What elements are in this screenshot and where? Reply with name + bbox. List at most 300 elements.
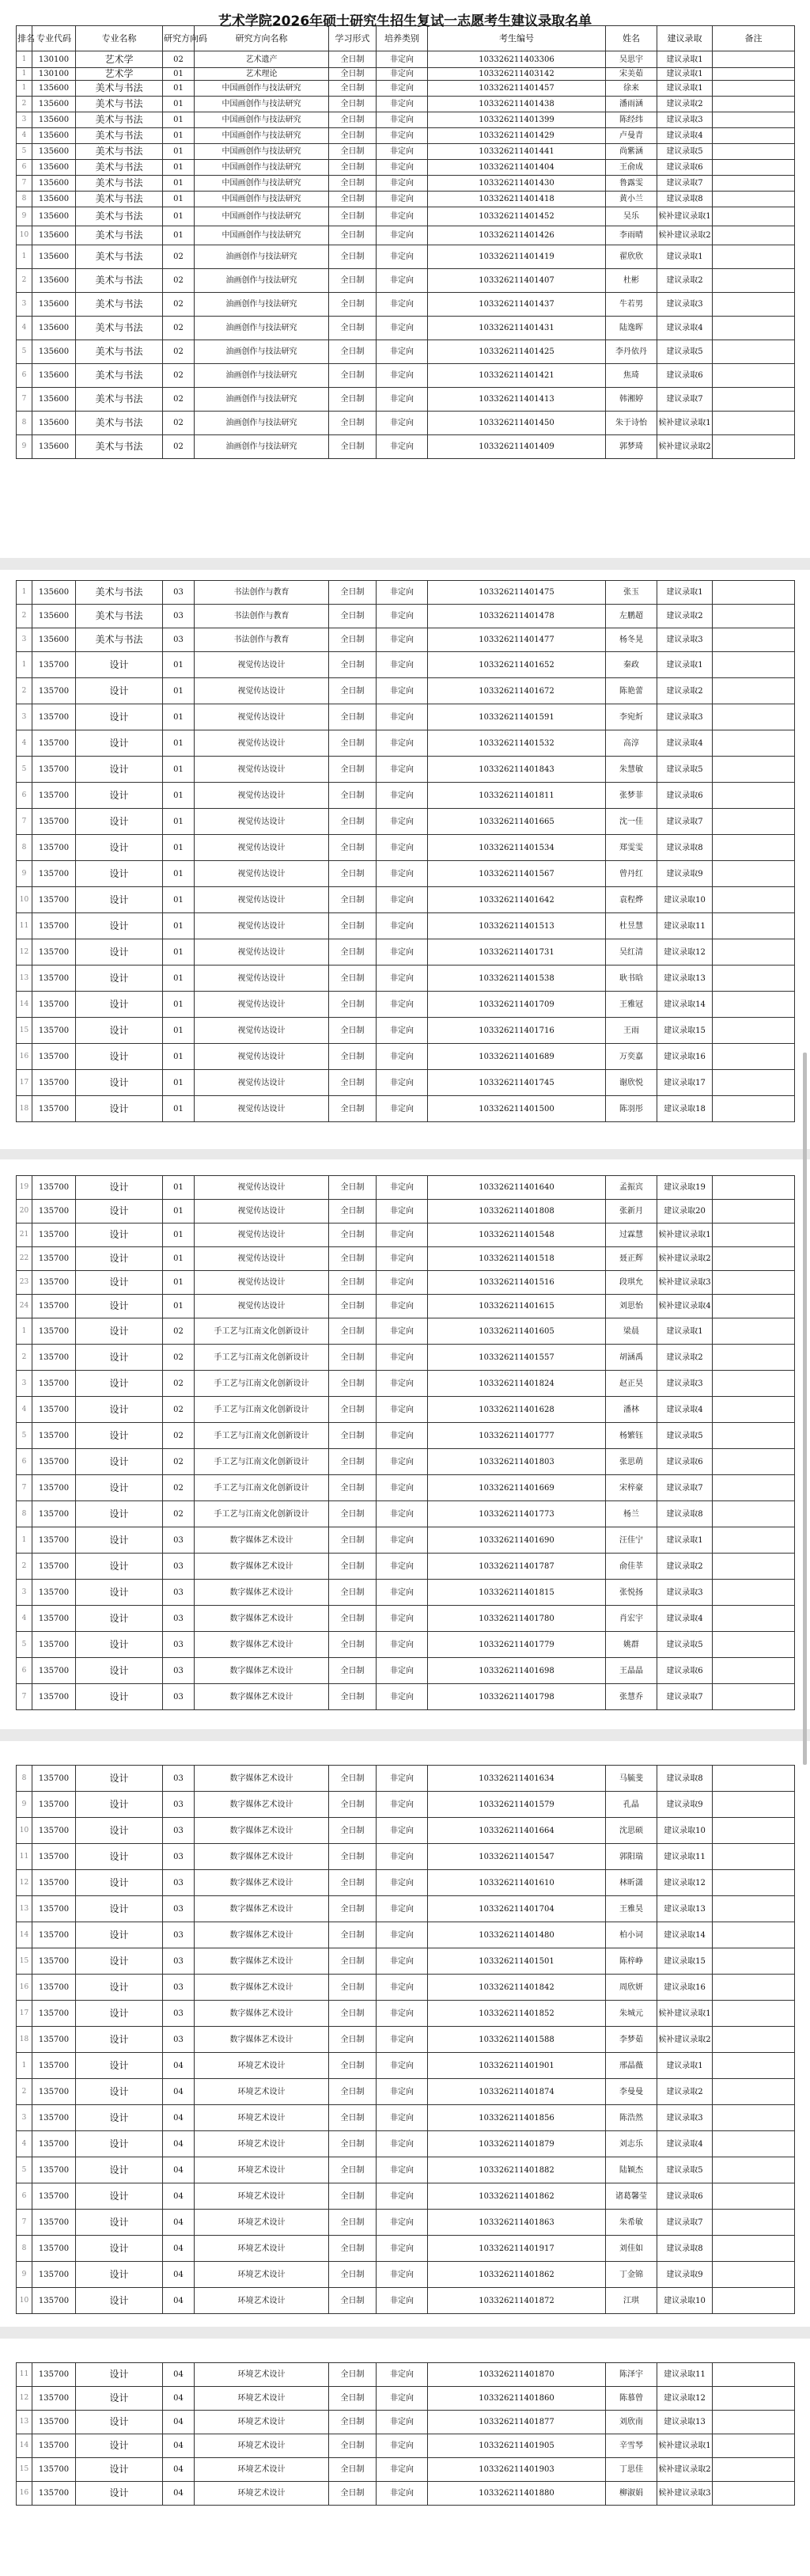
table-row	[17, 293, 795, 317]
study-mode-cell: 全日制	[329, 2027, 377, 2053]
rank-cell: 5	[17, 757, 32, 783]
admission-status-cell: 建议录取18	[657, 1096, 713, 1122]
direction-name-cell: 数字媒体艺术设计	[195, 1818, 329, 1844]
major-name-cell: 设计	[76, 2387, 163, 2411]
candidate-id-cell: 103326211401437	[428, 293, 606, 317]
candidate-id-cell: 103326211401780	[428, 1606, 606, 1632]
training-type-cell: 非定向	[377, 2434, 428, 2458]
training-type-cell: 非定向	[377, 1371, 428, 1397]
remark-cell	[713, 1397, 795, 1423]
table-row	[17, 1200, 795, 1224]
rank-cell: 6	[17, 364, 32, 388]
training-type-cell: 非定向	[377, 581, 428, 605]
candidate-id-cell: 103326211401438	[428, 97, 606, 112]
candidate-id-cell: 103326211401421	[428, 364, 606, 388]
name-cell: 马毓斐	[606, 1766, 657, 1792]
study-mode-cell: 全日制	[329, 1295, 377, 1318]
major-name-cell: 设计	[76, 1070, 163, 1096]
table-row	[17, 2001, 795, 2027]
study-mode-cell: 全日制	[329, 144, 377, 160]
table-row	[17, 861, 795, 887]
major-code-cell: 135700	[32, 861, 76, 887]
major-code-cell: 135600	[32, 293, 76, 317]
major-name-cell: 美术与书法	[76, 112, 163, 128]
training-type-cell: 非定向	[377, 2105, 428, 2131]
direction-name-cell: 数字媒体艺术设计	[195, 1580, 329, 1606]
table-row	[17, 2458, 795, 2482]
direction-code-cell: 03	[163, 1844, 195, 1870]
direction-code-cell: 04	[163, 2236, 195, 2262]
training-type-cell: 非定向	[377, 783, 428, 809]
study-mode-cell: 全日制	[329, 1818, 377, 1844]
table-row	[17, 1684, 795, 1710]
remark-cell	[713, 757, 795, 783]
study-mode-cell: 全日制	[329, 112, 377, 128]
direction-name-cell: 油画创作与技法研究	[195, 269, 329, 293]
admission-status-cell: 建议录取5	[657, 1632, 713, 1658]
direction-name-cell: 数字媒体艺术设计	[195, 2001, 329, 2027]
training-type-cell: 非定向	[377, 835, 428, 861]
direction-code-cell: 03	[163, 1792, 195, 1818]
direction-code-cell: 03	[163, 605, 195, 628]
name-cell: 张新月	[606, 1200, 657, 1224]
rank-cell: 22	[17, 1247, 32, 1271]
rank-cell: 18	[17, 2027, 32, 2053]
table-row	[17, 1818, 795, 1844]
admission-status-cell: 建议录取1	[657, 2053, 713, 2079]
admission-status-cell: 建议录取9	[657, 861, 713, 887]
admission-status-cell: 建议录取8	[657, 192, 713, 207]
training-type-cell: 非定向	[377, 2131, 428, 2157]
major-code-cell: 135700	[32, 2210, 76, 2236]
remark-cell	[713, 1318, 795, 1345]
remark-cell	[713, 1449, 795, 1475]
major-code-cell: 135700	[32, 1176, 76, 1200]
admission-status-cell: 建议录取4	[657, 1397, 713, 1423]
admission-status-cell: 建议录取8	[657, 835, 713, 861]
admission-status-cell: 建议录取7	[657, 809, 713, 835]
direction-code-cell: 01	[163, 835, 195, 861]
table-row	[17, 1948, 795, 1975]
scrollbar[interactable]	[803, 1053, 807, 1765]
direction-code-cell: 01	[163, 176, 195, 192]
training-type-cell: 非定向	[377, 1200, 428, 1224]
remark-cell	[713, 2105, 795, 2131]
candidate-id-cell: 103326211401547	[428, 1844, 606, 1870]
name-cell: 诸葛馨莹	[606, 2183, 657, 2210]
remark-cell	[713, 2434, 795, 2458]
major-code-cell: 135600	[32, 581, 76, 605]
training-type-cell: 非定向	[377, 293, 428, 317]
rank-cell: 1	[17, 51, 32, 68]
candidate-id-cell: 103326211401399	[428, 112, 606, 128]
remark-cell	[713, 269, 795, 293]
name-cell: 秦政	[606, 652, 657, 678]
candidate-id-cell: 103326211401513	[428, 913, 606, 939]
direction-name-cell: 中国画创作与技法研究	[195, 81, 329, 97]
candidate-id-cell: 103326211401901	[428, 2053, 606, 2079]
remark-cell	[713, 226, 795, 245]
major-name-cell: 设计	[76, 2363, 163, 2387]
study-mode-cell: 全日制	[329, 293, 377, 317]
major-name-cell: 设计	[76, 1501, 163, 1527]
candidate-id-cell: 103326211403306	[428, 51, 606, 68]
remark-cell	[713, 1224, 795, 1247]
admission-status-cell: 建议录取4	[657, 1606, 713, 1632]
admission-status-cell: 建议录取4	[657, 128, 713, 144]
table-row	[17, 1096, 795, 1122]
remark-cell	[713, 2001, 795, 2027]
table-row	[17, 2411, 795, 2434]
major-name-cell: 设计	[76, 1948, 163, 1975]
candidate-id-cell: 103326211401704	[428, 1896, 606, 1922]
direction-code-cell: 04	[163, 2458, 195, 2482]
remark-cell	[713, 2262, 795, 2288]
rank-cell: 9	[17, 1792, 32, 1818]
candidate-id-cell: 103326211401418	[428, 192, 606, 207]
name-cell: 胡涵禹	[606, 1345, 657, 1371]
study-mode-cell: 全日制	[329, 1371, 377, 1397]
direction-code-cell: 03	[163, 1527, 195, 1554]
admission-status-cell: 建议录取3	[657, 293, 713, 317]
admission-status-cell: 建议录取14	[657, 1922, 713, 1948]
admission-status-cell: 建议录取1	[657, 51, 713, 68]
training-type-cell: 非定向	[377, 226, 428, 245]
study-mode-cell: 全日制	[329, 51, 377, 68]
major-name-cell: 设计	[76, 1684, 163, 1710]
table-row	[17, 1527, 795, 1554]
direction-name-cell: 数字媒体艺术设计	[195, 1554, 329, 1580]
admission-status-cell: 建议录取16	[657, 1975, 713, 2001]
major-name-cell: 美术与书法	[76, 192, 163, 207]
col-header: 专业代码	[32, 26, 76, 51]
remark-cell	[713, 160, 795, 176]
table-row	[17, 1658, 795, 1684]
major-name-cell: 设计	[76, 1176, 163, 1200]
major-code-cell: 135600	[32, 435, 76, 459]
rank-cell: 3	[17, 2105, 32, 2131]
direction-name-cell: 数字媒体艺术设计	[195, 1870, 329, 1896]
name-cell: 杨兰	[606, 1501, 657, 1527]
major-code-cell: 135700	[32, 2079, 76, 2105]
direction-code-cell: 03	[163, 1870, 195, 1896]
admission-status-cell: 候补建议录取1	[657, 207, 713, 226]
study-mode-cell: 全日制	[329, 1449, 377, 1475]
major-name-cell: 美术与书法	[76, 412, 163, 435]
direction-code-cell: 03	[163, 1975, 195, 2001]
study-mode-cell: 全日制	[329, 81, 377, 97]
rank-cell: 1	[17, 68, 32, 81]
rank-cell: 6	[17, 783, 32, 809]
remark-cell	[713, 1554, 795, 1580]
col-header: 学习形式	[329, 26, 377, 51]
major-name-cell: 设计	[76, 1018, 163, 1044]
study-mode-cell: 全日制	[329, 207, 377, 226]
training-type-cell: 非定向	[377, 81, 428, 97]
rank-cell: 7	[17, 809, 32, 835]
training-type-cell: 非定向	[377, 2001, 428, 2027]
name-cell: 左鹏超	[606, 605, 657, 628]
training-type-cell: 非定向	[377, 1271, 428, 1295]
admission-status-cell: 建议录取2	[657, 97, 713, 112]
major-code-cell: 135600	[32, 226, 76, 245]
direction-code-cell: 03	[163, 1766, 195, 1792]
major-code-cell: 135700	[32, 2458, 76, 2482]
candidate-id-cell: 103326211401880	[428, 2482, 606, 2506]
table-row	[17, 269, 795, 293]
candidate-id-cell: 103326211401538	[428, 966, 606, 992]
direction-name-cell: 环境艺术设计	[195, 2157, 329, 2183]
name-cell: 陈泽宇	[606, 2363, 657, 2387]
page-5	[0, 2339, 810, 2576]
name-cell: 高淳	[606, 730, 657, 757]
rank-cell: 7	[17, 176, 32, 192]
admission-status-cell: 建议录取3	[657, 1580, 713, 1606]
remark-cell	[713, 97, 795, 112]
major-name-cell: 美术与书法	[76, 81, 163, 97]
training-type-cell: 非定向	[377, 1896, 428, 1922]
candidate-id-cell: 103326211401548	[428, 1224, 606, 1247]
major-code-cell: 135700	[32, 1475, 76, 1501]
direction-name-cell: 视觉传达设计	[195, 966, 329, 992]
name-cell: 刘思怡	[606, 1295, 657, 1318]
rank-cell: 11	[17, 913, 32, 939]
major-code-cell: 135700	[32, 2236, 76, 2262]
direction-code-cell: 01	[163, 966, 195, 992]
training-type-cell: 非定向	[377, 966, 428, 992]
rank-cell: 3	[17, 1580, 32, 1606]
study-mode-cell: 全日制	[329, 1475, 377, 1501]
rank-cell: 4	[17, 1397, 32, 1423]
major-code-cell: 135600	[32, 81, 76, 97]
name-cell: 张玉	[606, 581, 657, 605]
remark-cell	[713, 1948, 795, 1975]
admission-status-cell: 建议录取3	[657, 1371, 713, 1397]
direction-code-cell: 01	[163, 1018, 195, 1044]
major-code-cell: 135700	[32, 783, 76, 809]
training-type-cell: 非定向	[377, 1922, 428, 1948]
direction-name-cell: 油画创作与技法研究	[195, 293, 329, 317]
direction-name-cell: 视觉传达设计	[195, 992, 329, 1018]
rank-cell: 2	[17, 605, 32, 628]
direction-name-cell: 书法创作与教育	[195, 581, 329, 605]
name-cell: 翟欣欣	[606, 245, 657, 269]
direction-code-cell: 02	[163, 364, 195, 388]
major-code-cell: 135700	[32, 1318, 76, 1345]
major-code-cell: 135700	[32, 2131, 76, 2157]
name-cell: 焦琦	[606, 364, 657, 388]
major-code-cell: 135700	[32, 2434, 76, 2458]
table-row	[17, 2262, 795, 2288]
major-code-cell: 135700	[32, 1044, 76, 1070]
candidate-id-cell: 103326211401480	[428, 1922, 606, 1948]
study-mode-cell: 全日制	[329, 1044, 377, 1070]
name-cell: 周欣妍	[606, 1975, 657, 2001]
major-code-cell: 135700	[32, 1096, 76, 1122]
name-cell: 杜彬	[606, 269, 657, 293]
training-type-cell: 非定向	[377, 1475, 428, 1501]
table-row	[17, 317, 795, 340]
name-cell: 杨冬晃	[606, 628, 657, 652]
name-cell: 丁思佳	[606, 2458, 657, 2482]
training-type-cell: 非定向	[377, 2236, 428, 2262]
admission-status-cell: 建议录取2	[657, 1345, 713, 1371]
rank-cell: 23	[17, 1271, 32, 1295]
study-mode-cell: 全日制	[329, 1844, 377, 1870]
training-type-cell: 非定向	[377, 207, 428, 226]
remark-cell	[713, 1818, 795, 1844]
major-code-cell: 135700	[32, 757, 76, 783]
remark-cell	[713, 1896, 795, 1922]
direction-code-cell: 02	[163, 269, 195, 293]
name-cell: 王晶晶	[606, 1658, 657, 1684]
table-row	[17, 1018, 795, 1044]
remark-cell	[713, 81, 795, 97]
major-code-cell: 135700	[32, 1200, 76, 1224]
name-cell: 王雅冠	[606, 992, 657, 1018]
name-cell: 郭阳瑞	[606, 1844, 657, 1870]
study-mode-cell: 全日制	[329, 340, 377, 364]
major-code-cell: 135700	[32, 2262, 76, 2288]
study-mode-cell: 全日制	[329, 2434, 377, 2458]
study-mode-cell: 全日制	[329, 2411, 377, 2434]
direction-code-cell: 03	[163, 1896, 195, 1922]
major-name-cell: 设计	[76, 1449, 163, 1475]
candidate-id-cell: 103326211401430	[428, 176, 606, 192]
admission-status-cell: 建议录取1	[657, 581, 713, 605]
remark-cell	[713, 1247, 795, 1271]
candidate-id-cell: 103326211401903	[428, 2458, 606, 2482]
name-cell: 鲁露雯	[606, 176, 657, 192]
study-mode-cell: 全日制	[329, 245, 377, 269]
study-mode-cell: 全日制	[329, 1247, 377, 1271]
table-header-row	[17, 26, 795, 51]
rank-cell: 14	[17, 2434, 32, 2458]
candidate-id-cell: 103326211401824	[428, 1371, 606, 1397]
name-cell: 吴红清	[606, 939, 657, 966]
rank-cell: 4	[17, 317, 32, 340]
candidate-id-cell: 103326211401773	[428, 1501, 606, 1527]
rank-cell: 10	[17, 2288, 32, 2314]
direction-name-cell: 书法创作与教育	[195, 605, 329, 628]
remark-cell	[713, 51, 795, 68]
table-row	[17, 1318, 795, 1345]
major-name-cell: 设计	[76, 1658, 163, 1684]
major-name-cell: 美术与书法	[76, 128, 163, 144]
admission-status-cell: 候补建议录取2	[657, 1247, 713, 1271]
direction-name-cell: 环境艺术设计	[195, 2434, 329, 2458]
training-type-cell: 非定向	[377, 51, 428, 68]
admission-status-cell: 建议录取3	[657, 2105, 713, 2131]
study-mode-cell: 全日制	[329, 1922, 377, 1948]
study-mode-cell: 全日制	[329, 1397, 377, 1423]
major-code-cell: 135700	[32, 2053, 76, 2079]
study-mode-cell: 全日制	[329, 2236, 377, 2262]
name-cell: 王雅昊	[606, 1896, 657, 1922]
study-mode-cell: 全日制	[329, 1271, 377, 1295]
direction-code-cell: 02	[163, 388, 195, 412]
rank-cell: 7	[17, 1684, 32, 1710]
direction-name-cell: 手工艺与江南文化创新设计	[195, 1371, 329, 1397]
table-row	[17, 2183, 795, 2210]
direction-name-cell: 视觉传达设计	[195, 783, 329, 809]
direction-name-cell: 视觉传达设计	[195, 1018, 329, 1044]
name-cell: 曾丹红	[606, 861, 657, 887]
major-code-cell: 135700	[32, 1844, 76, 1870]
training-type-cell: 非定向	[377, 1684, 428, 1710]
direction-name-cell: 手工艺与江南文化创新设计	[195, 1501, 329, 1527]
major-code-cell: 135600	[32, 364, 76, 388]
major-name-cell: 设计	[76, 730, 163, 757]
study-mode-cell: 全日制	[329, 783, 377, 809]
direction-code-cell: 01	[163, 992, 195, 1018]
name-cell: 谢欣悦	[606, 1070, 657, 1096]
direction-name-cell: 视觉传达设计	[195, 1096, 329, 1122]
major-code-cell: 135700	[32, 992, 76, 1018]
rank-cell: 17	[17, 1070, 32, 1096]
candidate-id-cell: 103326211401478	[428, 605, 606, 628]
admission-status-cell: 建议录取11	[657, 2363, 713, 2387]
major-name-cell: 美术与书法	[76, 144, 163, 160]
direction-name-cell: 数字媒体艺术设计	[195, 1922, 329, 1948]
admission-status-cell: 候补建议录取1	[657, 412, 713, 435]
major-code-cell: 135700	[32, 1018, 76, 1044]
direction-name-cell: 数字媒体艺术设计	[195, 1975, 329, 2001]
admission-status-cell: 建议录取8	[657, 1501, 713, 1527]
name-cell: 赵正昊	[606, 1371, 657, 1397]
major-code-cell: 135700	[32, 1397, 76, 1423]
admission-status-cell: 建议录取6	[657, 1658, 713, 1684]
name-cell: 吴思宇	[606, 51, 657, 68]
remark-cell	[713, 2288, 795, 2314]
major-code-cell: 135700	[32, 939, 76, 966]
candidate-id-cell: 103326211401475	[428, 581, 606, 605]
direction-code-cell: 01	[163, 144, 195, 160]
admission-status-cell: 候补建议录取3	[657, 1271, 713, 1295]
name-cell: 陈羽彤	[606, 1096, 657, 1122]
name-cell: 朱慧敏	[606, 757, 657, 783]
table-row	[17, 1580, 795, 1606]
rank-cell: 5	[17, 144, 32, 160]
major-code-cell: 135700	[32, 2105, 76, 2131]
training-type-cell: 非定向	[377, 2079, 428, 2105]
table-row	[17, 144, 795, 160]
training-type-cell: 非定向	[377, 757, 428, 783]
training-type-cell: 非定向	[377, 1176, 428, 1200]
candidate-id-cell: 103326211401652	[428, 652, 606, 678]
major-name-cell: 设计	[76, 1792, 163, 1818]
remark-cell	[713, 388, 795, 412]
study-mode-cell: 全日制	[329, 2131, 377, 2157]
name-cell: 宋梓豪	[606, 1475, 657, 1501]
admission-status-cell: 建议录取5	[657, 2157, 713, 2183]
table-row	[17, 2387, 795, 2411]
admission-status-cell: 建议录取7	[657, 1684, 713, 1710]
training-type-cell: 非定向	[377, 605, 428, 628]
direction-name-cell: 视觉传达设计	[195, 939, 329, 966]
rank-cell: 2	[17, 97, 32, 112]
table-row	[17, 207, 795, 226]
major-code-cell: 135700	[32, 730, 76, 757]
major-code-cell: 135700	[32, 1224, 76, 1247]
direction-code-cell: 03	[163, 1580, 195, 1606]
study-mode-cell: 全日制	[329, 966, 377, 992]
study-mode-cell: 全日制	[329, 68, 377, 81]
direction-code-cell: 01	[163, 192, 195, 207]
admission-status-cell: 建议录取8	[657, 2236, 713, 2262]
rank-cell: 2	[17, 678, 32, 704]
name-cell: 张慧乔	[606, 1684, 657, 1710]
